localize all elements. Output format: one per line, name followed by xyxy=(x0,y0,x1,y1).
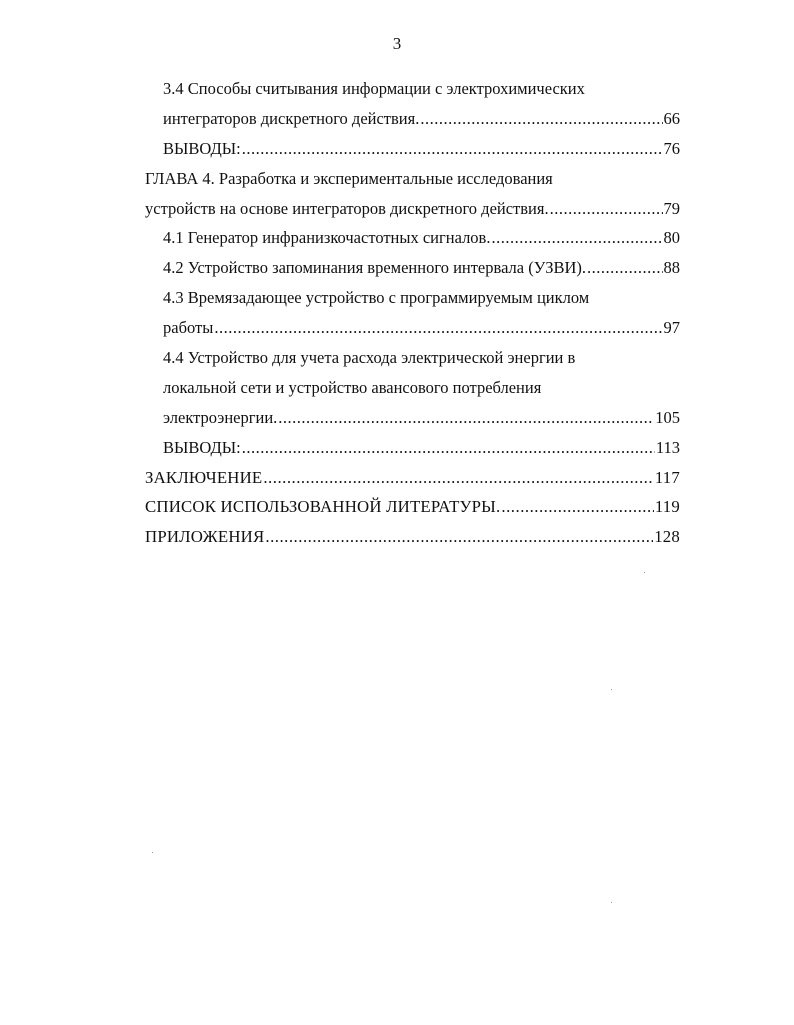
toc-entry-text: ВЫВОДЫ: xyxy=(163,138,241,158)
toc-page-number: 105 xyxy=(655,407,680,427)
dot-leader xyxy=(420,104,662,134)
scan-speck xyxy=(644,572,645,573)
toc-entry-4-1 xyxy=(145,223,680,253)
dot-leader xyxy=(550,194,663,224)
toc-entry-4-4-line1 xyxy=(145,343,680,373)
scan-speck xyxy=(611,689,612,690)
toc-entry-text: устройств на основе интеграторов дискретного действия. xyxy=(145,198,549,218)
toc-page-number: 76 xyxy=(663,138,680,158)
dot-leader xyxy=(242,433,655,463)
dot-leader xyxy=(278,403,654,433)
toc-entry-text: 4.1 Генератор инфранизкочастотных сигналов. xyxy=(163,228,491,248)
toc-page-number: 80 xyxy=(663,228,680,248)
toc-entry-text: 4.3 Времязадающее устройство с программируемым циклом xyxy=(163,288,590,308)
dot-leader xyxy=(242,134,663,164)
toc-entry-text: интеграторов дискретного действия. xyxy=(163,108,420,128)
toc-page-number: 79 xyxy=(663,198,680,218)
toc-entry-conclusion xyxy=(145,463,680,493)
scan-speck xyxy=(611,902,612,903)
toc-entry-text: 4.2 Устройство запоминания временного интервала (УЗВИ). xyxy=(163,258,586,278)
toc-entry-text: ГЛАВА 4. Разработка и экспериментальные исследования xyxy=(145,168,553,188)
toc-entry-4-2 xyxy=(145,253,680,283)
toc-entry-text: электроэнергии. xyxy=(163,407,278,427)
toc-entry-appendices xyxy=(145,522,680,552)
toc-entry-3-4-line1 xyxy=(145,74,680,104)
toc-entry-3-4-line2 xyxy=(145,104,680,134)
toc-entry-chapter-4-line2 xyxy=(145,194,680,224)
toc-entry-references xyxy=(145,492,680,522)
toc-entry-4-4-line2 xyxy=(145,373,680,403)
table-of-contents xyxy=(145,74,680,552)
toc-entry-4-4-line3 xyxy=(145,403,680,433)
toc-page-number: 88 xyxy=(663,258,680,278)
toc-entry-text: ПРИЛОЖЕНИЯ xyxy=(145,527,265,547)
toc-entry-text: 3.4 Способы считывания информации с электрохимических xyxy=(163,79,585,98)
dot-leader xyxy=(587,253,663,283)
toc-entry-text: ЗАКЛЮЧЕНИЕ xyxy=(145,467,263,487)
dot-leader xyxy=(501,492,653,522)
toc-page-number: 128 xyxy=(654,527,680,547)
dot-leader xyxy=(214,313,662,343)
toc-entry-text: 4.4 Устройство для учета расхода электрической энергии в xyxy=(163,348,576,368)
toc-page-number: 119 xyxy=(654,497,680,517)
toc-entry-text: работы xyxy=(163,318,214,338)
toc-entry-text: локальной сети и устройство авансового потребления xyxy=(163,377,542,397)
toc-entry-text: ВЫВОДЫ: xyxy=(163,437,241,457)
page-number: 3 xyxy=(392,34,402,53)
toc-entry-4-3-line1 xyxy=(145,283,680,313)
toc-entry-4-3-line2 xyxy=(145,313,680,343)
toc-page-number: 113 xyxy=(655,437,680,457)
toc-entry-ch4-conclusions xyxy=(145,433,680,463)
toc-page-number: 117 xyxy=(654,467,680,487)
toc-page-number: 66 xyxy=(663,108,680,128)
scan-speck xyxy=(152,852,153,853)
dot-leader xyxy=(491,223,662,253)
dot-leader xyxy=(263,463,653,493)
toc-entry-text: СПИСОК ИСПОЛЬЗОВАННОЙ ЛИТЕРАТУРЫ. xyxy=(145,497,501,517)
toc-entry-ch3-conclusions xyxy=(145,134,680,164)
toc-entry-chapter-4-line1 xyxy=(145,164,680,194)
dot-leader xyxy=(265,522,653,552)
toc-page-number: 97 xyxy=(663,318,680,338)
